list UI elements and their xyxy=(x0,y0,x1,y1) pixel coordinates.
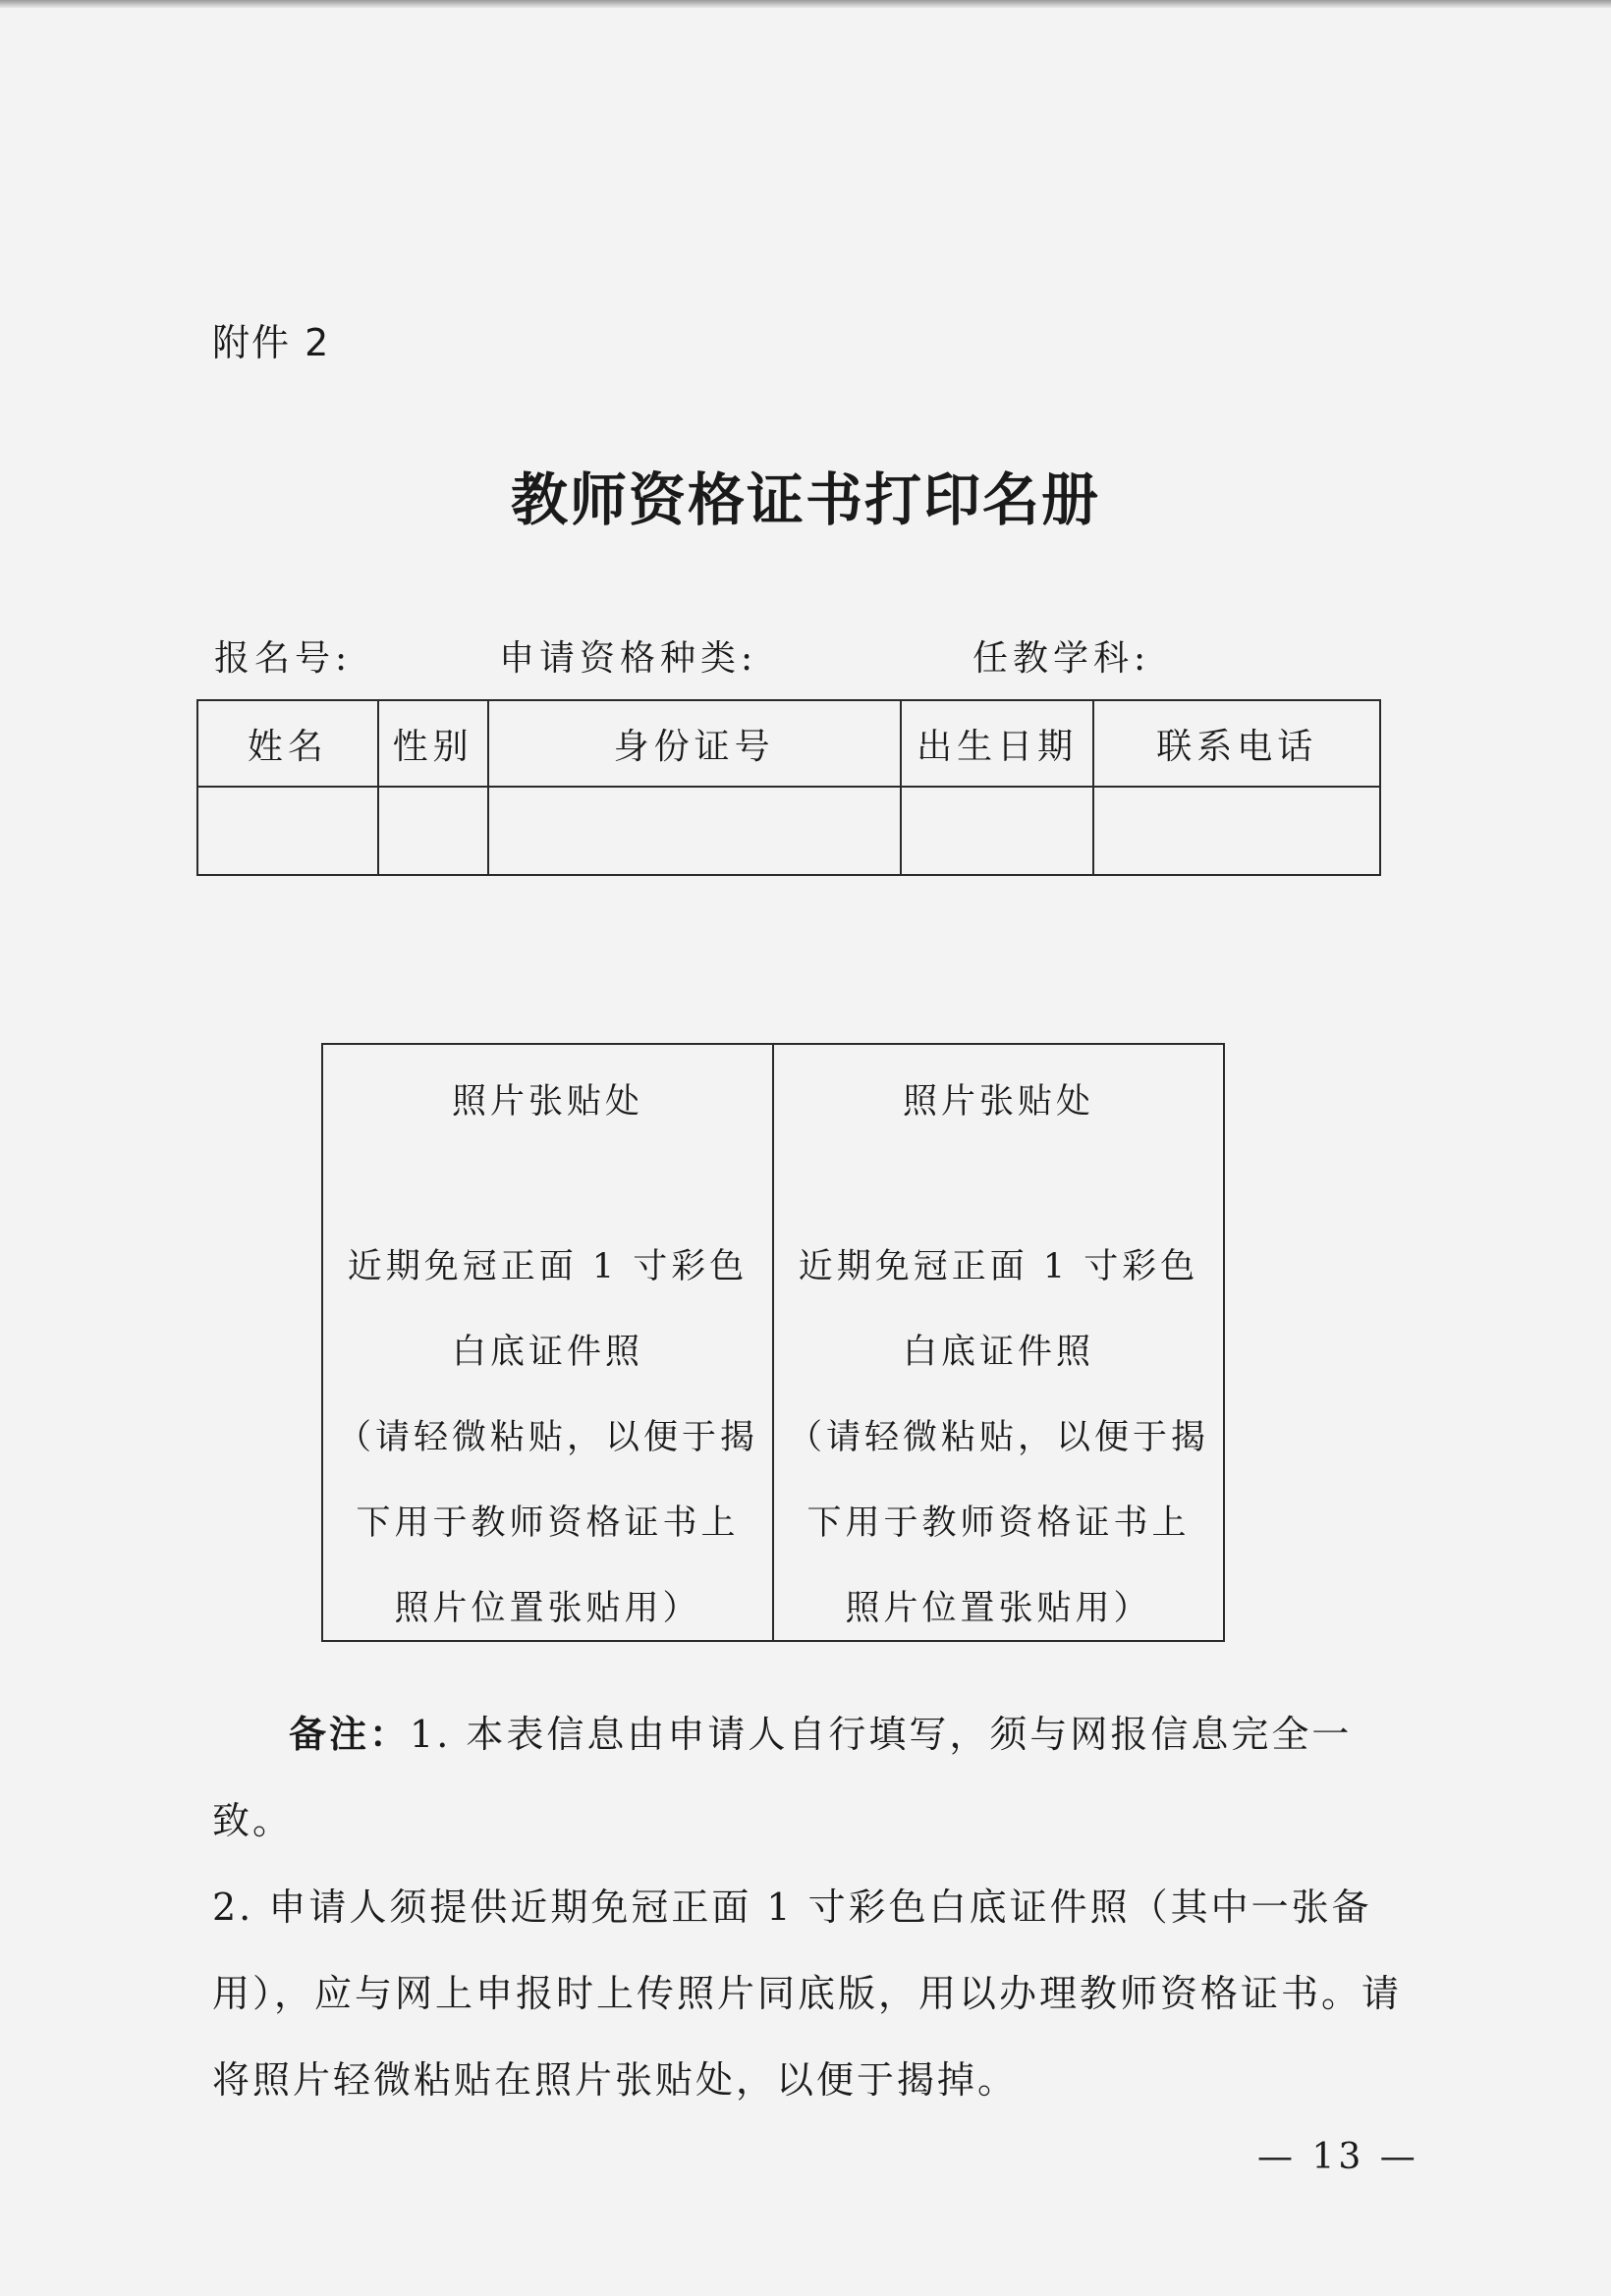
table-header-row xyxy=(197,700,1380,787)
scan-edge xyxy=(0,0,1611,8)
photo-box-title: 照片张贴处 xyxy=(902,1082,1094,1121)
photo-instruction-line: 近期免冠正面 1 寸彩色 xyxy=(798,1247,1199,1286)
note-item-2: 2. 申请人须提供近期免冠正面 1 寸彩色白底证件照（其中一张备用），应与网上申报时上传照片同底版，用以办理教师资格证书。请将照片轻微粘贴在照片张贴处，以便于揭掉。 xyxy=(212,1886,1403,2102)
header-gender: 性别 xyxy=(378,700,488,787)
photo-instruction-line: 下用于教师资格证书上 xyxy=(806,1503,1191,1543)
photo-box-title: 照片张贴处 xyxy=(451,1082,643,1121)
header-phone: 联系电话 xyxy=(1093,700,1380,787)
page-title: 教师资格证书打印名册 xyxy=(510,466,1100,533)
photo-instruction-line: （请轻微粘贴，以便于揭 xyxy=(787,1418,1209,1457)
cell-name xyxy=(197,787,378,875)
header-id-number: 身份证号 xyxy=(488,700,901,787)
note-text-1: 1. 本表信息由申请人自行填写，须与网报信息完全一致。 xyxy=(212,1713,1353,1842)
cell-id-number xyxy=(488,787,901,875)
page-number: — 13 — xyxy=(1257,2137,1419,2177)
notes-section xyxy=(212,1691,1420,2123)
table-row xyxy=(197,787,1380,875)
subject-label: 任教学科: xyxy=(972,638,1151,679)
cell-phone xyxy=(1093,787,1380,875)
applicant-info-table xyxy=(196,699,1381,876)
photo-paste-table xyxy=(321,1043,1225,1642)
header-birth-date: 出生日期 xyxy=(901,700,1094,787)
photo-box-1 xyxy=(322,1044,773,1641)
photo-instruction-line: 照片位置张贴用） xyxy=(394,1589,701,1628)
attachment-label: 附件 2 xyxy=(212,321,331,364)
photo-instruction-line: 白底证件照 xyxy=(451,1333,643,1372)
photo-instruction-line: 近期免冠正面 1 寸彩色 xyxy=(347,1247,749,1286)
cell-gender xyxy=(378,787,488,875)
photo-instruction-line: 照片位置张贴用） xyxy=(845,1589,1152,1628)
photo-instruction-line: 白底证件照 xyxy=(902,1333,1094,1372)
qualification-type-label: 申请资格种类: xyxy=(499,638,758,679)
photo-instruction-line: （请轻微粘贴，以便于揭 xyxy=(336,1418,758,1457)
cell-birth-date xyxy=(901,787,1094,875)
note-item-1 xyxy=(212,1691,1420,1864)
photo-instruction-line: 下用于教师资格证书上 xyxy=(356,1503,740,1543)
notes-label: 备注： xyxy=(289,1712,411,1756)
photo-box-2 xyxy=(773,1044,1224,1641)
header-name: 姓名 xyxy=(197,700,378,787)
registration-number-label: 报名号: xyxy=(214,638,353,679)
